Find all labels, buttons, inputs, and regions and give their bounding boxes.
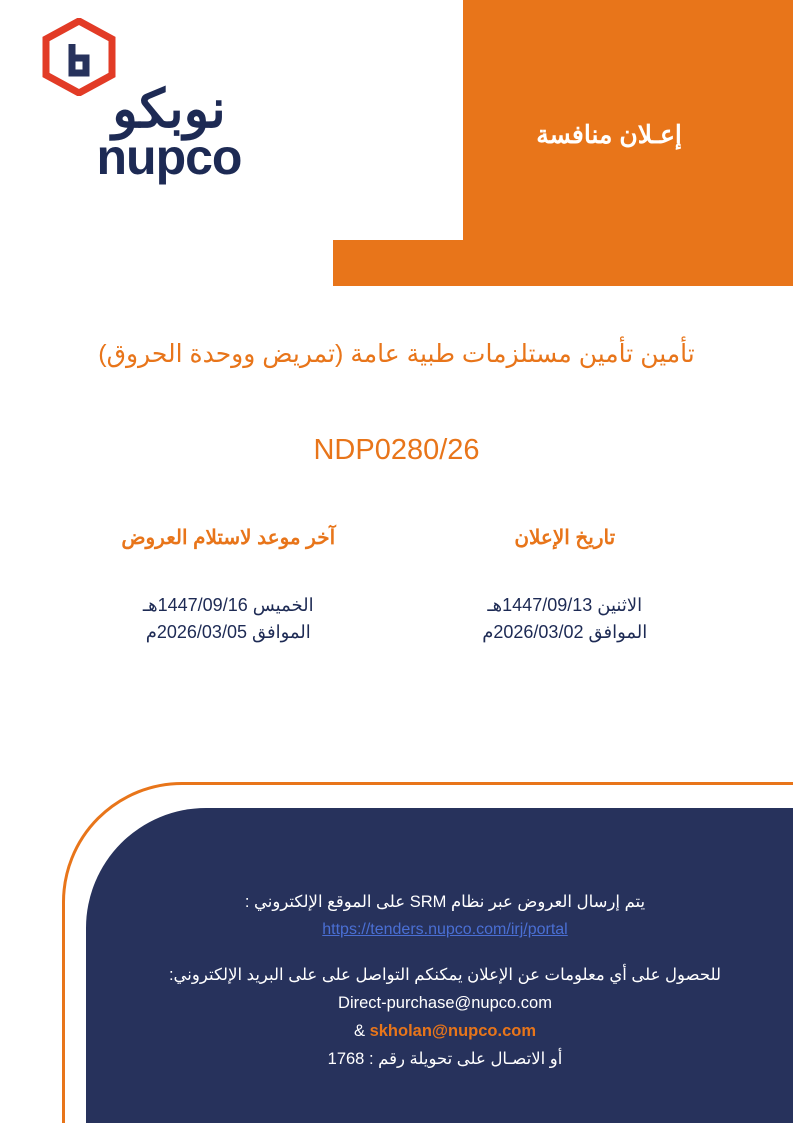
deadline-date-heading: آخر موعد لاستلام العروض — [121, 527, 336, 549]
deadline-date-block — [60, 525, 397, 646]
announcement-date-block — [397, 525, 734, 646]
logo-arabic-wordmark: نوبكو — [112, 80, 226, 139]
footer-panel — [0, 760, 793, 1123]
announcement-date-hijri: الاثنين 1447/09/13هـ — [487, 595, 643, 615]
announcement-date-value — [397, 592, 734, 646]
dates-row — [60, 525, 733, 646]
page-title: إعـلان منافسة — [536, 121, 682, 149]
email-separator: & — [353, 1022, 365, 1041]
submission-line: يتم إرسال العروض عبر نظام SRM على الموقع الإلكتروني : — [244, 893, 646, 911]
portal-link[interactable]: https://tenders.nupco.com/irj/portal — [322, 921, 568, 939]
deadline-date-value — [60, 592, 397, 646]
tender-title: تأمين تأمين مستلزمات طبية عامة (تمريض ووحدة الحروق) — [98, 340, 695, 368]
email-secondary[interactable]: skholan@nupco.com — [369, 1022, 537, 1041]
deadline-date-gregorian: الموافق 2026/03/05م — [145, 622, 311, 642]
tender-number: NDP0280/26 — [313, 434, 480, 466]
footer-contact-info — [120, 888, 770, 1073]
nupco-logo — [36, 18, 306, 185]
phone-line: أو الاتصـال على تحويلة رقم : 1768 — [327, 1050, 563, 1069]
announcement-date-heading: تاريخ الإعلان — [514, 527, 616, 549]
email-secondary-line — [120, 1017, 770, 1045]
spacer — [120, 943, 770, 961]
deadline-date-hijri: الخميس 1447/09/16هـ — [142, 595, 314, 615]
logo-latin-wordmark: nupco — [96, 129, 242, 185]
contact-line: للحصول على أي معلومات عن الإعلان يمكنكم التواصل على على البريد الإلكتروني: — [168, 966, 722, 985]
email-primary[interactable]: Direct-purchase@nupco.com — [338, 994, 552, 1013]
announcement-date-gregorian: الموافق 2026/03/02م — [482, 622, 648, 642]
email-primary-line — [120, 989, 770, 1017]
